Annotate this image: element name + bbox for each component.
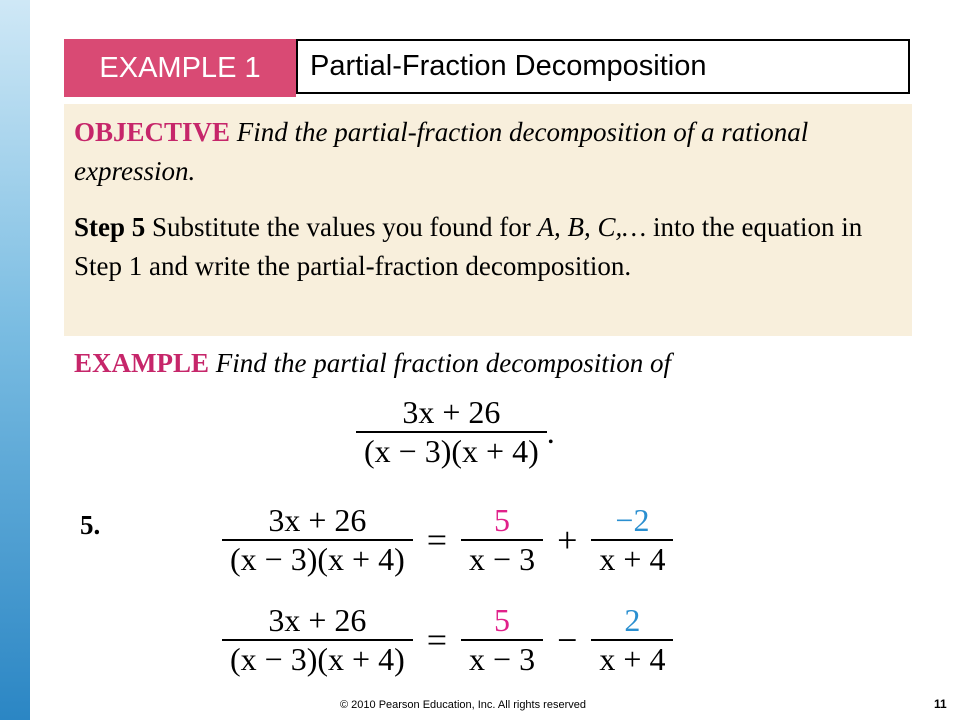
example-paragraph xyxy=(74,345,874,381)
term2-numerator: −2 xyxy=(615,502,650,538)
equals-sign: = xyxy=(426,520,448,560)
objective-paragraph xyxy=(74,113,894,191)
copyright-footer: © 2010 Pearson Education, Inc. All rights reserved xyxy=(340,699,586,711)
example-tab xyxy=(64,39,296,97)
term2-numerator: 2 xyxy=(624,602,641,638)
decomposition-line-2 xyxy=(222,592,742,688)
lhs-denominator: (x − 3)(x + 4) xyxy=(230,641,405,677)
page-number: 11 xyxy=(934,697,947,711)
term2-fraction xyxy=(591,602,673,678)
lhs-denominator: (x − 3)(x + 4) xyxy=(230,541,405,577)
lhs-fraction xyxy=(222,502,413,578)
term2-denominator: x + 4 xyxy=(599,541,666,577)
lhs-fraction xyxy=(222,602,413,678)
minus-sign: − xyxy=(557,620,578,660)
lhs-numerator: 3x + 26 xyxy=(268,602,367,638)
example-label: EXAMPLE xyxy=(74,348,209,378)
step-number: 5. xyxy=(80,510,101,540)
term2-fraction xyxy=(591,502,673,578)
slide-title-text: Partial-Fraction Decomposition xyxy=(310,50,707,82)
term2-denominator: x + 4 xyxy=(599,641,666,677)
term1-fraction xyxy=(461,602,543,678)
step5-text-before: Substitute the values you found for xyxy=(152,212,531,242)
objective-text: Find the partial-fraction decomposition of a rational expression. xyxy=(74,117,809,186)
lhs-numerator: 3x + 26 xyxy=(268,502,367,538)
given-period: . xyxy=(546,413,555,450)
slide-title xyxy=(296,39,910,94)
step5-vars: A, B, C,… xyxy=(537,212,647,242)
term1-denominator: x − 3 xyxy=(469,541,536,577)
equals-sign: = xyxy=(426,620,448,660)
step5-text-after: into the equation in Step 1 and write the partial-fraction decomposition. xyxy=(74,212,863,281)
given-numerator: 3x + 26 xyxy=(402,394,501,430)
term1-numerator: 5 xyxy=(494,502,511,538)
step5-paragraph xyxy=(74,208,904,286)
plus-sign: + xyxy=(557,520,578,560)
objective-label: OBJECTIVE xyxy=(74,117,231,147)
step5-label: Step 5 xyxy=(74,212,146,242)
left-accent-bar xyxy=(0,0,30,720)
term1-denominator: x − 3 xyxy=(469,641,536,677)
example-tab-label: EXAMPLE 1 xyxy=(99,51,261,84)
term1-numerator: 5 xyxy=(494,602,511,638)
example-text: Find the partial fraction decomposition of xyxy=(215,348,671,378)
decomposition-line-1 xyxy=(222,492,742,588)
given-denominator: (x − 3)(x + 4) xyxy=(364,433,539,469)
given-fraction xyxy=(356,394,547,470)
given-expression xyxy=(356,388,602,476)
term1-fraction xyxy=(461,502,543,578)
